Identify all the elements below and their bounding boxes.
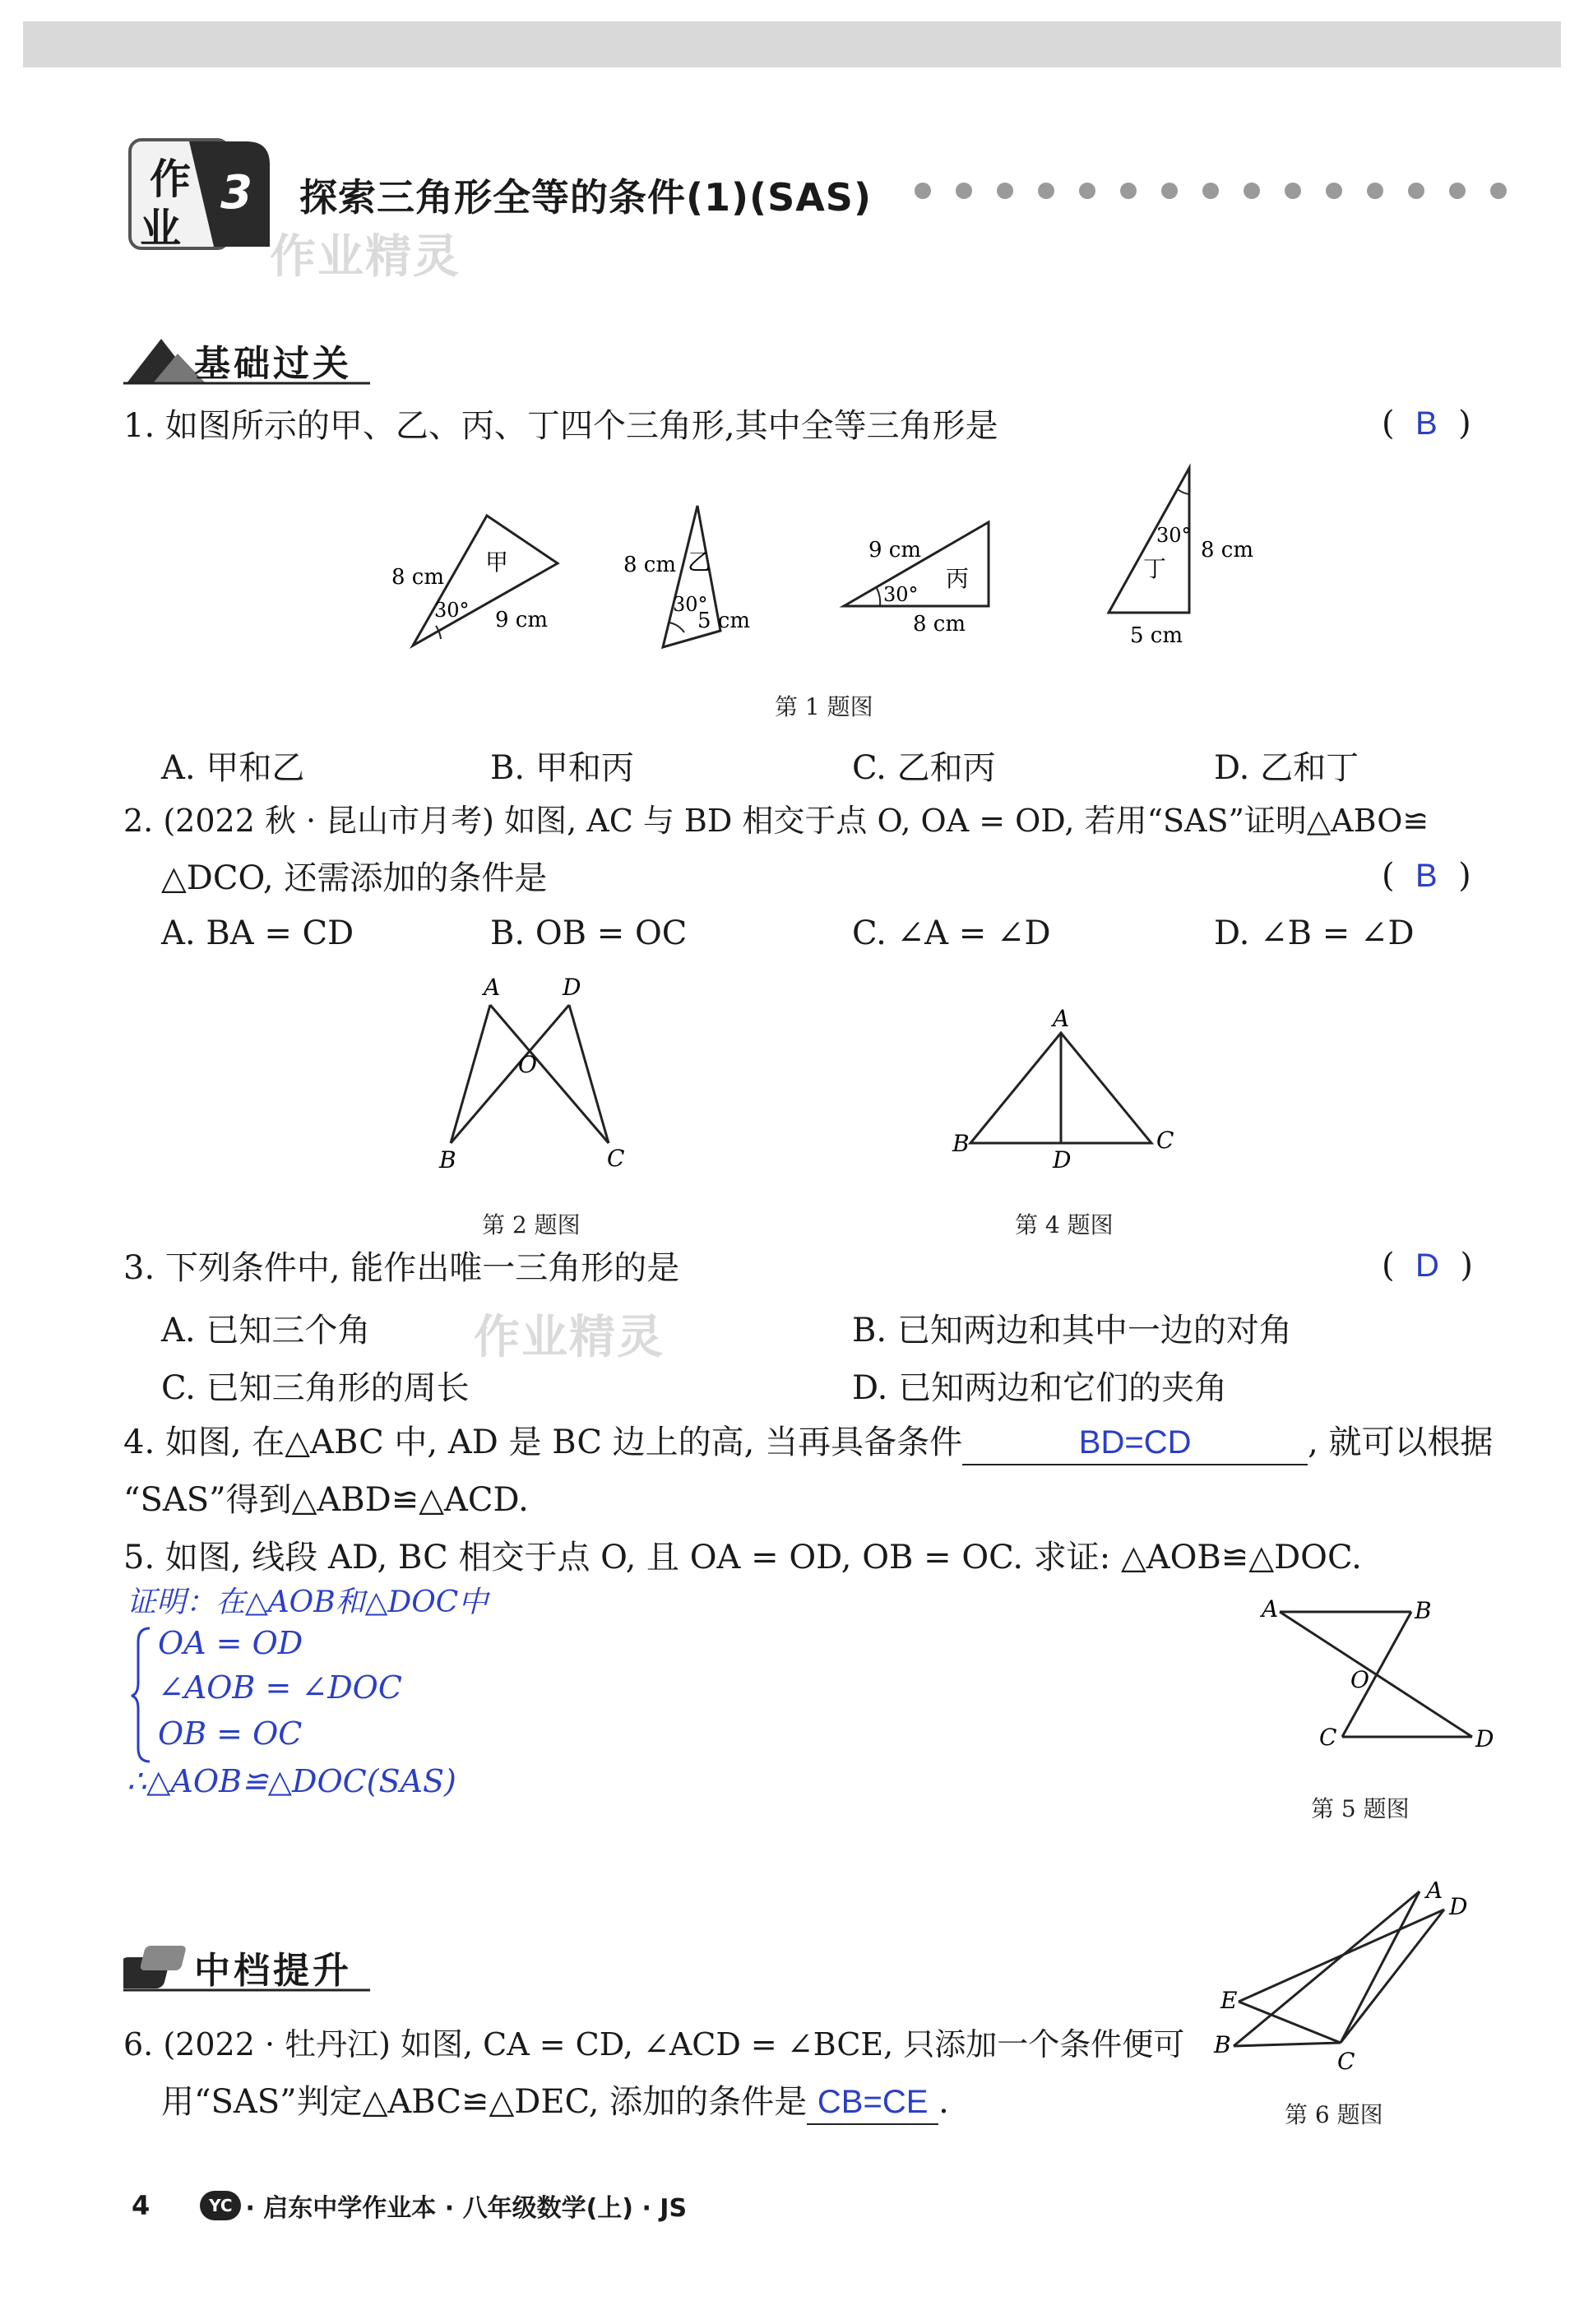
q5-proof-line3: OB = OC (158, 1715, 303, 1752)
q4-label-b: B (952, 1130, 970, 1157)
q5-caption: 第 5 题图 (1311, 1795, 1410, 1822)
q2-answer: B (1415, 858, 1438, 894)
section-basic-title: 基础过关 (194, 343, 352, 385)
footer (132, 2187, 687, 2229)
q6-label-b: B (1214, 2031, 1231, 2058)
q2-option-b: B. OB = OC (490, 914, 688, 952)
q6-suffix: . (938, 2083, 949, 2121)
page-number: 4 (132, 2190, 151, 2221)
q1-option-b: B. 甲和丙 (490, 749, 634, 787)
watermark: 作业精灵 (270, 230, 461, 284)
ding-name: 丁 (1143, 555, 1167, 582)
q3-option-c: C. 已知三角形的周长 (161, 1369, 470, 1407)
homework-badge (123, 132, 271, 255)
q6-answer-blank (807, 2081, 938, 2125)
badge-char-top: 作 (150, 155, 191, 203)
q1-option-c: C. 乙和丙 (852, 749, 996, 787)
q4-line2: “SAS”得到△ABD≌△ACD. (123, 1481, 529, 1519)
q5-label-o: O (1350, 1666, 1369, 1693)
q1-answer: B (1415, 405, 1438, 442)
q5-proof-intro: 证明：在△AOB和△DOC中 (127, 1586, 489, 1619)
q6-line1: 6. (2022 · 牡丹江) 如图, CA = CD, ∠ACD = ∠BCE, 只添加一个条件便可 (123, 2026, 1185, 2062)
q3-option-a: A. 已知三个角 (161, 1312, 371, 1349)
jia-angle: 30° (434, 599, 470, 622)
page-title: 探索三角形全等的条件(1)(SAS) (299, 175, 872, 220)
watermark-2: 作业精灵 (474, 1311, 665, 1364)
q2-line2: △DCO, 还需添加的条件是 (161, 859, 548, 897)
yi-side1: 8 cm (623, 553, 677, 577)
bing-angle: 30° (883, 583, 919, 606)
q2-option-d: D. ∠B = ∠D (1214, 914, 1415, 952)
section-medium-header (123, 1936, 370, 1993)
q1-text: 1. 如图所示的甲、乙、丙、丁四个三角形,其中全等三角形是 (123, 407, 998, 445)
section-basic-header (123, 329, 370, 387)
q5-brace (130, 1625, 155, 1765)
q4-prefix: 4. 如图, 在△ABC 中, AD 是 BC 边上的高, 当再具备条件 (123, 1424, 963, 1461)
top-gray-bar (23, 21, 1561, 67)
q2-label-b: B (439, 1146, 456, 1168)
bing-side1: 9 cm (868, 538, 922, 562)
q2-figure (428, 970, 641, 1168)
q6-line2 (161, 2081, 949, 2125)
q6-label-e: E (1220, 1987, 1238, 2014)
ding-side2: 5 cm (1130, 623, 1183, 648)
q4-answer: BD=CD (1078, 1424, 1192, 1461)
q2-label-c: C (607, 1145, 625, 1168)
q5-proof-line1: OA = OD (158, 1625, 303, 1661)
q1-option-a: A. 甲和乙 (161, 749, 305, 787)
q2-label-a: A (484, 974, 501, 1001)
q5-label-a: A (1262, 1595, 1279, 1623)
q6-answer: CB=CE (817, 2084, 929, 2120)
publisher-logo: YC (200, 2191, 241, 2220)
q5-label-c: C (1319, 1724, 1337, 1751)
q5-proof-conclusion: ∴△AOB≌△DOC(SAS) (127, 1763, 456, 1799)
yi-side2: 5 cm (697, 609, 751, 633)
q3-option-d: D. 已知两边和它们的夹角 (852, 1369, 1228, 1407)
q3-text: 3. 下列条件中, 能作出唯一三角形的是 (123, 1249, 680, 1287)
q1-option-d: D. 乙和丁 (1214, 749, 1359, 787)
q6-label-d: D (1449, 1893, 1468, 1920)
q2-label-o: O (518, 1051, 537, 1078)
triangle-yi (623, 506, 750, 647)
q2-line1: 2. (2022 秋 · 昆山市月考) 如图, AC 与 BD 相交于点 O, OA = OD, 若用“SAS”证明△ABO≌ (123, 803, 1429, 839)
q3-answer: D (1415, 1248, 1439, 1284)
q4-label-c: C (1156, 1127, 1174, 1154)
badge-char-bottom: 业 (140, 205, 181, 252)
q4-label-a: A (1053, 1005, 1070, 1032)
ding-angle: 30° (1156, 524, 1192, 547)
q6-caption: 第 6 题图 (1285, 2101, 1383, 2128)
yi-angle: 30° (673, 593, 708, 616)
q5-figure (1250, 1595, 1497, 1760)
ding-side1: 8 cm (1201, 538, 1254, 562)
jia-side2: 9 cm (495, 608, 549, 632)
jia-name: 甲 (485, 549, 509, 576)
bing-name: 丙 (946, 565, 970, 592)
q4-figure (946, 1003, 1184, 1168)
q3-option-b: B. 已知两边和其中一边的对角 (852, 1312, 1292, 1349)
q2-answer-paren: ( B ) (1382, 857, 1471, 895)
yi-name: 乙 (688, 549, 711, 576)
q6-label-c: C (1337, 2048, 1355, 2075)
badge-number: 3 (220, 166, 252, 220)
footer-text: · 启东中学作业本 · 八年级数学(上) · JS (245, 2194, 688, 2223)
q5-label-d: D (1475, 1725, 1494, 1752)
q6-label-a: A (1426, 1882, 1443, 1904)
q6-figure (1209, 1882, 1505, 2079)
q4-suffix: , 就可以根据 (1308, 1424, 1494, 1461)
section-medium-title: 中档提升 (194, 1950, 352, 1992)
q2-label-d: D (563, 974, 581, 1001)
q5-proof-line2: ∠AOB = ∠DOC (158, 1669, 402, 1706)
q2-option-c: C. ∠A = ∠D (852, 914, 1051, 952)
q4-answer-blank (962, 1421, 1308, 1465)
q3-answer-paren: ( D ) (1382, 1247, 1473, 1285)
q4-label-d: D (1053, 1146, 1072, 1168)
triangle-ding (1109, 468, 1253, 648)
q2-caption: 第 2 题图 (482, 1211, 581, 1238)
triangle-bing (844, 522, 989, 637)
jia-side1: 8 cm (391, 565, 445, 590)
title-dots-decoration (915, 183, 1548, 199)
q4-line1 (123, 1421, 1494, 1465)
bing-side2: 8 cm (913, 612, 966, 637)
q5-label-b: B (1415, 1597, 1432, 1624)
q4-caption: 第 4 题图 (1015, 1211, 1114, 1238)
triangle-jia (391, 516, 558, 646)
q2-option-a: A. BA = CD (161, 914, 354, 952)
q1-figure (354, 456, 1275, 654)
q5-text: 5. 如图, 线段 AD, BC 相交于点 O, 且 OA = OD, OB = OC. 求证: △AOB≌△DOC. (123, 1539, 1362, 1576)
q6-prefix: 用“SAS”判定△ABC≌△DEC, 添加的条件是 (161, 2083, 808, 2121)
q1-caption: 第 1 题图 (775, 693, 873, 720)
q1-answer-paren: ( B ) (1382, 405, 1471, 442)
